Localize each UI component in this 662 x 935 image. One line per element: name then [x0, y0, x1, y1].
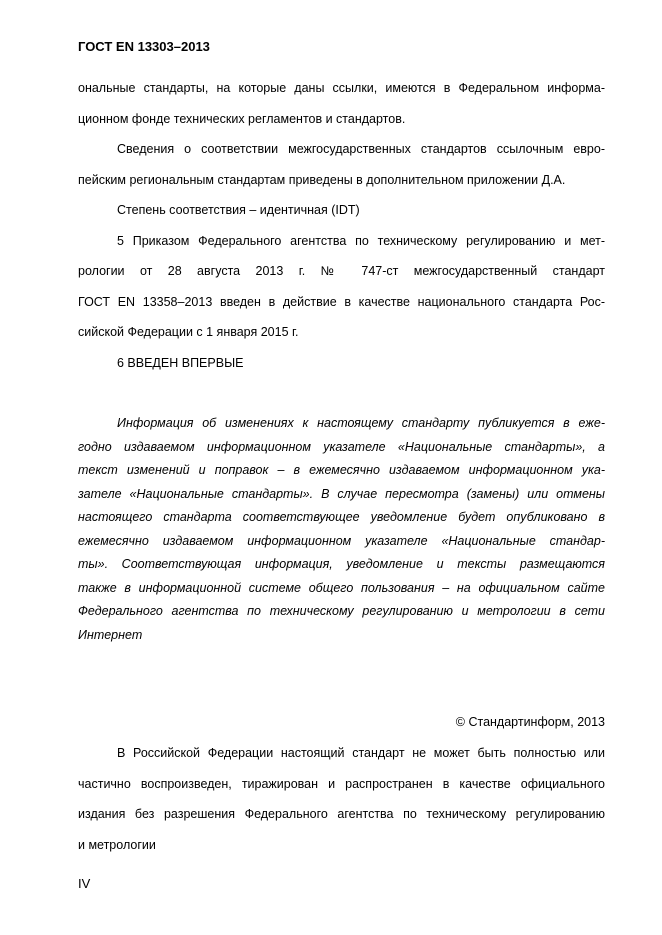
introduced-first-label: 6 ВВЕДЕН ВПЕРВЫЕ [117, 355, 244, 370]
text-line: 5 Приказом Федерального агентства по техническому регулированию и мет- [117, 233, 605, 248]
notice-line: Информация об изменениях к настоящему стандарту публикуется в еже- [117, 416, 605, 430]
copyright-notice: © Стандартинформ, 2013 [455, 715, 605, 729]
notice-line: Федерального агентства по техническому регулированию и метрологии в сети [78, 604, 605, 618]
text-line: сийской Федерации с 1 января 2015 г. [78, 325, 299, 339]
notice-line: годно издаваемом информационном указателе «Национальные стандарты», а [78, 439, 605, 454]
text-line: ГОСТ EN 13358–2013 введен в действие в качестве национального стандарта Рос- [78, 294, 605, 309]
text-line: ональные стандарты, на которые даны ссылки, имеются в Федеральном информа- [78, 81, 605, 95]
notice-line: Интернет [78, 627, 143, 642]
text-line: и метрологии [78, 837, 156, 852]
reproduction-notice [78, 738, 605, 860]
notice-line: настоящего стандарта соответствующее уведомление будет опубликовано в [78, 510, 605, 524]
notice-line: также в информационной системе общего пользования – на официальном сайте [78, 580, 605, 595]
notice-line: текст изменений и поправок – в ежемесячно издаваемом информационном ука- [78, 463, 605, 477]
text-line: Сведения о соответствии межгосударственных стандартов ссылочным евро- [117, 142, 605, 156]
text-line: частично воспроизведен, тиражирован и распространен в качестве официального [78, 776, 605, 791]
page-number: IV [78, 876, 91, 891]
amendments-notice [78, 412, 605, 647]
text-line: Степень соответствия – идентичная (IDT) [117, 203, 360, 217]
text-line: В Российской Федерации настоящий стандарт не может быть полностью или [117, 746, 605, 760]
text-line: рологии от 28 августа 2013 г. № 747-ст межгосударственный стандарт [78, 264, 605, 278]
text-line: ционном фонде технических регламентов и стандартов. [78, 111, 406, 126]
notice-line: ежемесячно издаваемом информационном указателе «Национальные стандар- [78, 533, 605, 548]
text-line: издания без разрешения Федерального агентства по техническому регулированию [78, 807, 605, 821]
document-header: ГОСТ EN 13303–2013 [78, 39, 210, 54]
notice-line: ты». Соответствующая информация, уведомление и тексты размещаются [78, 557, 605, 571]
preface-section [78, 73, 605, 378]
notice-line: зателе «Национальные стандарты». В случае пересмотра (замены) или отмены [78, 486, 605, 501]
text-line: пейским региональным стандартам приведены в дополнительном приложении Д.А. [78, 172, 566, 187]
